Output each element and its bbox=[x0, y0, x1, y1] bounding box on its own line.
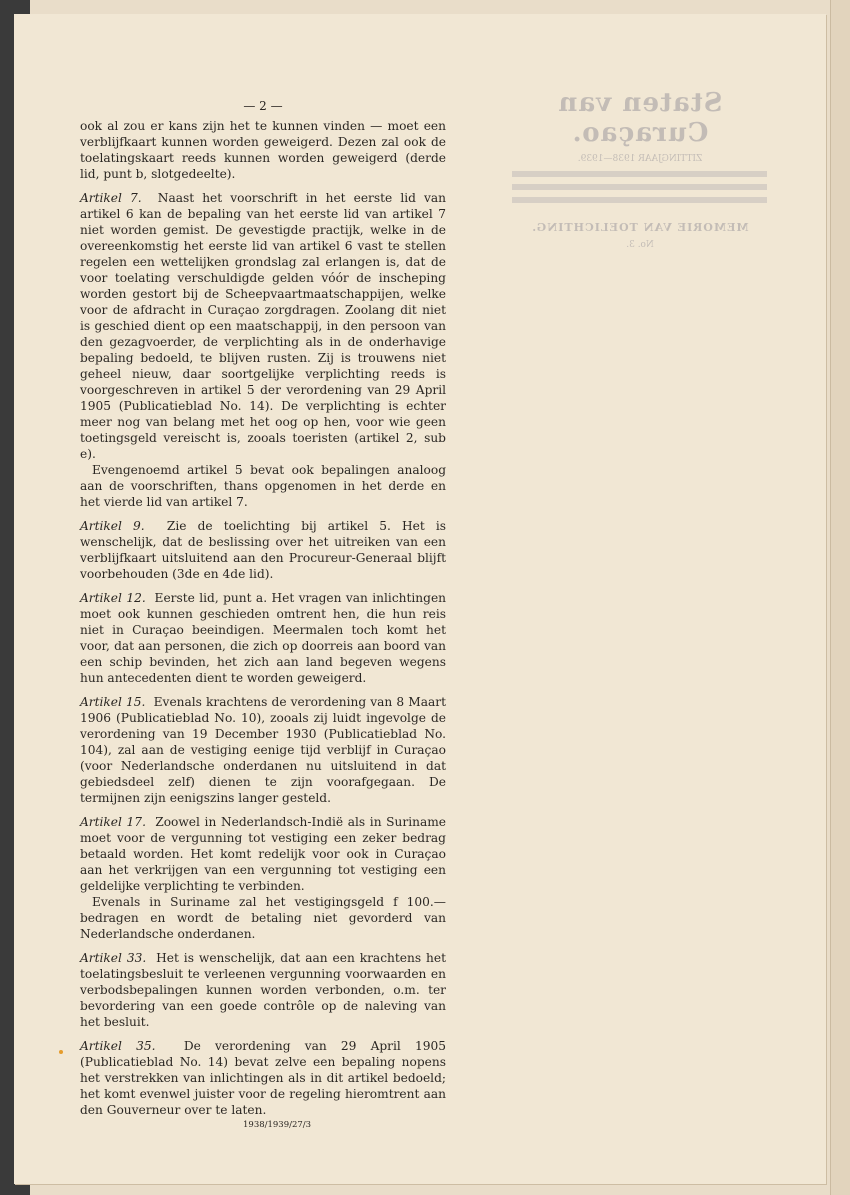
bleed-line bbox=[513, 171, 768, 177]
paragraph-text: Zoowel in Nederlandsch-Indië als in Suriname moet voor de vergunning tot vestiging een zeker bedrag betaald worden. Het komt redelijk voor ook in Curaçao aan het verkrijgen van een vergunning tot vestiging een geldelijke verplichting te verbinden. bbox=[80, 815, 446, 893]
paragraph-text: Naast het voorschrift in het eerste lid van artikel 6 kan de bepaling van het eerste lid van artikel 7 niet worden gemist. De gevestigde practijk, welke in de overeenkomstig het eerste lid van artikel 6 vast te stellen regelen een wettelijken grondslag zal erlangen is, dat de voor toelating verschuldigde gelden vóór de inscheping worden gestort bij de Scheepvaartmaatschappijen, welke voor de afdracht in Curaçao zorgdragen. Zoolang dit niet is geschied dient op een maatschappij, in den persoon van den gezagvoerder, de verplichting als in de onderhavige bepaling bedoeld, te blijven rusten. Zij is trouwens niet geheel nieuw, daar soortgelijke verplichting reeds is voorgeschreven in artikel 5 der verordening van 29 April 1905 (Publicatieblad No. 14). De verplichting is echter meer nog van belang met het oog op hen, voor wie geen toetingsgeld vereischt is, zooals toeristen (artikel 2, sub e). bbox=[80, 191, 446, 461]
article-label: Artikel 7. bbox=[80, 191, 142, 205]
paragraph bbox=[80, 590, 446, 686]
paragraph bbox=[80, 518, 446, 582]
article-label: Artikel 35. bbox=[80, 1039, 156, 1053]
paragraph-text: Evengenoemd artikel 5 bevat ook bepalingen analoog aan de voorschriften, thans opgenomen in het derde en het vierde lid van artikel 7. bbox=[80, 463, 446, 509]
article-label: Artikel 12. bbox=[80, 591, 146, 605]
bleed-number: No. 3. bbox=[626, 240, 654, 250]
bleed-heading: MEMORIE VAN TOELICHTING. bbox=[531, 221, 749, 234]
paragraph bbox=[80, 190, 446, 462]
paragraph-text: Het is wenschelijk, dat aan een krachtens het toelatingsbesluit te verleenen vergunning voorwaarden en verbodsbepalingen kunnen worden verbonden, o.m. ter bevordering van een goede contrôle op de naleving van het besluit. bbox=[80, 951, 446, 1029]
paragraph-text: Eerste lid, punt a. Het vragen van inlichtingen moet ook kunnen geschieden omtrent hen, die hun reis niet in Curaçao beeindigen. Meermalen toch komt het voor, dat aan personen, die zich op doorreis aan boord van een schip bevinden, het zich aan land begeven wegens hun antecedenten dient te worden geweigerd. bbox=[80, 591, 447, 685]
article-label: Artikel 17. bbox=[80, 815, 146, 829]
article-label: Artikel 33. bbox=[80, 951, 147, 965]
document-body bbox=[80, 98, 446, 1126]
article-label: Artikel 9. bbox=[80, 519, 145, 533]
bleed-title: Staten van Curaçao. bbox=[557, 88, 723, 148]
paragraph-text: De verordening van 29 April 1905 (Publicatieblad No. 14) bevat zelve een bepaling nopens het verstrekken van inlichtingen als in dit artikel bedoeld; het komt evenwel juister voor de regeling hieromtrent aan den Gouverneur over te laten. bbox=[80, 1039, 446, 1117]
paragraph-text: Evenals in Suriname zal het vestigingsgeld f 100.— bedragen en wordt de betaling niet gevorderd van Nederlandsche onderdanen. bbox=[80, 895, 446, 941]
paragraph-text: ook al zou er kans zijn het te kunnen vinden — moet een verblijfkaart kunnen worden geweigerd. Dezen zal ook de toelatingskaart reeds kunnen worden geweigerd (derde lid, punt b, slotgedeelte). bbox=[80, 119, 446, 181]
paragraph-text: Evenals krachtens de verordening van 8 Maart 1906 (Publicatieblad No. 10), zooals zij luidt ingevolge de verordening van 19 December 1930 (Publicatieblad No. 104), zal aan de vestiging eenige tijd verblijf in Curaçao (voor Nederlandsche onderdanen nu uitsluitend in dat gebiedsdeel zelf) dienen te zijn voorafgegaan. De termijnen zijn eenigszins langer gesteld. bbox=[80, 695, 446, 805]
paragraph-list bbox=[80, 118, 446, 1118]
paragraph bbox=[80, 950, 446, 1030]
paragraph bbox=[80, 814, 446, 894]
footer-code: 1938/1939/27/3 bbox=[243, 1120, 312, 1130]
paragraph bbox=[80, 694, 446, 806]
paragraph bbox=[80, 1038, 446, 1118]
underlying-sheet-edge bbox=[830, 0, 850, 1195]
paragraph-text: Zie de toelichting bij artikel 5. Het is wenschelijk, dat de beslissing over het uitreiken van een verblijfkaart uitsluitend aan den Procureur-Generaal blijft voorbehouden (3de en 4de lid). bbox=[80, 519, 447, 581]
paragraph bbox=[80, 118, 446, 182]
ink-spot bbox=[59, 1050, 63, 1054]
page-number: — 2 — bbox=[243, 99, 283, 113]
article-label: Artikel 15. bbox=[80, 695, 146, 709]
paragraph bbox=[80, 894, 446, 942]
bleed-line bbox=[513, 197, 768, 203]
bleed-line bbox=[513, 184, 768, 190]
bleed-through-text bbox=[490, 88, 790, 250]
paragraph bbox=[80, 462, 446, 510]
bleed-session: ZITTINGJAAR 1938—1939. bbox=[577, 154, 703, 164]
